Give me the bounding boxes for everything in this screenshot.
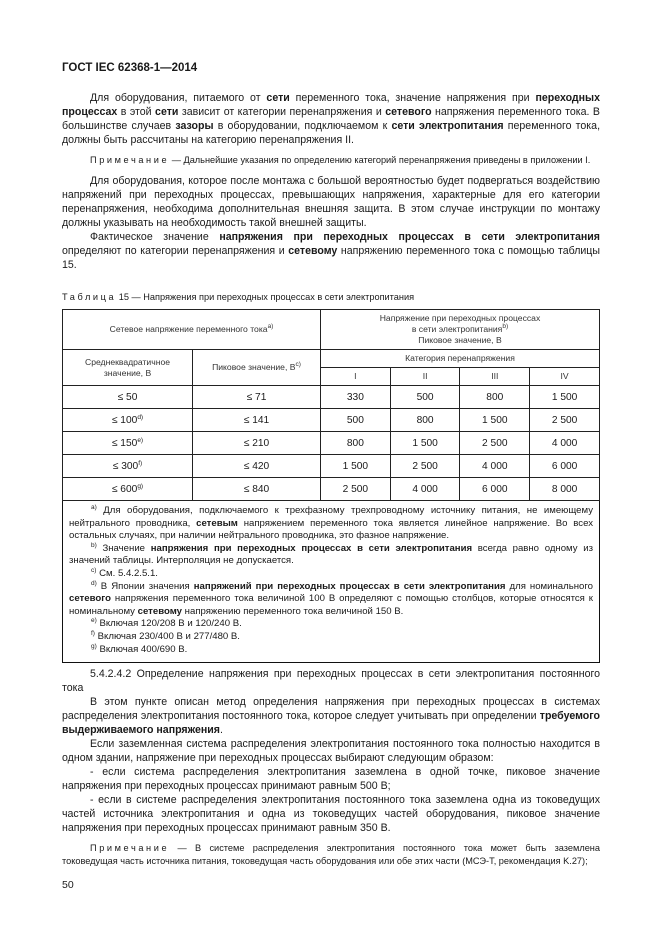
table-row <box>63 455 600 478</box>
rms-cell: ≤ $600^{g)}$ <box>63 478 193 501</box>
paragraph <box>62 793 600 835</box>
transient-value-cell: 4 000 <box>530 432 600 455</box>
page-number: 50 <box>62 879 74 892</box>
table-row <box>63 386 600 409</box>
paragraph-group-1 <box>62 91 600 147</box>
transient-voltage-table <box>62 309 600 501</box>
text-run: В Японии значения <box>96 580 194 592</box>
table-footnotes <box>62 501 600 663</box>
caption-text: 15 — Напряжения при переходных процессах в сети электропитания <box>116 292 415 302</box>
table-caption <box>62 291 600 303</box>
footnote-marker: e) <box>91 617 97 625</box>
text-run: напряжения переменного тока. В большинстве случаев <box>62 106 600 132</box>
note-text: — В системе распределения электропитания постоянного тока может быть заземлена токоведущая часть источника питания, токоведущая часть оборудования или обе этих части (МСЭ-Т, рекомендация K.27); <box>62 843 600 867</box>
text-run: переменного тока, значение напряжения при <box>289 92 536 104</box>
text-run: определяют по категории перенапряжения и <box>62 245 289 257</box>
paragraph <box>62 174 600 230</box>
text-run: сетевого <box>385 106 432 118</box>
transient-value-cell: 800 <box>321 432 391 455</box>
text-run: всегда равно одному из значений таблицы. Интерполяция не допускается. <box>69 542 593 567</box>
transient-value-cell: 500 <box>321 409 391 432</box>
text-run: сетевому <box>288 245 338 257</box>
rms-cell: ≤ $100^{d)}$ <box>63 409 193 432</box>
text-run: Для оборудования, которое после монтажа с большой вероятностью будет подвергаться воздействию напряжений при переходных процессах, превышающих напряжения, характерные для его категории перенапряжения, необходима дополнительная внешняя защита. В этом случае инструкции по монтажу должны указывать на необходимость такой внешней защиты. <box>62 175 600 229</box>
table-row <box>63 478 600 501</box>
peak-cell: ≤ 840 <box>193 478 321 501</box>
text-run: Для оборудования, питаемого от <box>90 92 267 104</box>
category-header: III <box>460 368 530 386</box>
paragraph <box>62 667 600 695</box>
text-run: требуемого выдерживаемого напряжения <box>62 710 600 737</box>
category-header: I <box>321 368 391 386</box>
transient-value-cell: 800 <box>460 386 530 409</box>
category-header: II <box>390 368 460 386</box>
paragraph <box>62 230 600 272</box>
transient-value-cell: 4 000 <box>460 455 530 478</box>
text-run: . <box>219 724 223 737</box>
header-category: Категория перенапряжения <box>321 350 600 368</box>
category-header: IV <box>530 368 600 386</box>
note-text: — Дальнейшие указания по определению категорий перенапряжения приведены в приложении I. <box>169 155 591 165</box>
text-run: напряжению переменного тока с помощью таблицы 15. <box>62 245 600 271</box>
transient-value-cell: 1 500 <box>460 409 530 432</box>
transient-value-cell: 800 <box>390 409 460 432</box>
text-run: Для оборудования, подключаемого к трехфазному трехпроводному источнику питания, не имеющему нейтрального проводника, <box>69 505 593 529</box>
text-run: В этом пункте описан метод определения напряжения при переходных процессах в системах распределения электропитания постоянного тока, которое следует учитывать при определении <box>62 696 600 723</box>
text-run: сети электропитания <box>391 120 504 132</box>
paragraph <box>62 737 600 765</box>
footnote-marker: f) <box>91 629 95 637</box>
header-rms: Среднеквадратичное значение, В <box>63 350 193 386</box>
note-1 <box>62 154 600 167</box>
text-run: сети <box>155 106 179 118</box>
footnote <box>69 631 593 644</box>
paragraph <box>62 765 600 793</box>
footnote <box>69 505 593 543</box>
transient-value-cell: 1 500 <box>530 386 600 409</box>
text-run: Включая 400/690 В. <box>96 643 188 655</box>
footnote <box>69 543 593 568</box>
paragraph <box>62 91 600 147</box>
transient-value-cell: 6 000 <box>530 455 600 478</box>
text-run: Значение <box>96 542 151 554</box>
text-run: в оборудовании, подключаемом к <box>213 120 392 132</box>
peak-cell: ≤ 420 <box>193 455 321 478</box>
text-run: сетевого <box>69 593 111 605</box>
text-run: переменного тока, должны быть рассчитаны на категорию перенапряжения II. <box>62 120 601 146</box>
footnote-marker: c) <box>91 566 97 574</box>
transient-value-cell: 330 <box>321 386 391 409</box>
rms-cell: ≤ 50 <box>63 386 193 409</box>
text-run: См. 5.4.2.5.1. <box>96 567 158 579</box>
transient-value-cell: 2 500 <box>460 432 530 455</box>
text-run: сети <box>266 92 290 104</box>
footnote-marker: a) <box>91 504 97 511</box>
text-run: 5.4.2.4.2 Определение напряжения при переходных процессах в сети электропитания постоянного тока <box>62 668 600 695</box>
table-row <box>63 432 600 455</box>
text-run: зависит от категории перенапряжения и <box>178 106 386 118</box>
rms-cell: ≤ $300^{f)}$ <box>63 455 193 478</box>
text-run: в этой <box>117 106 156 118</box>
transient-value-cell: 2 500 <box>390 455 460 478</box>
transient-value-cell: 4 000 <box>390 478 460 501</box>
header-mains-voltage: Сетевое напряжение переменного тока$^{a)}$ <box>63 310 321 350</box>
table-row <box>63 409 600 432</box>
document-header: ГОСТ IEC 62368-1—2014 <box>62 62 198 74</box>
transient-value-cell: 6 000 <box>460 478 530 501</box>
text-run: сетевому <box>137 605 183 617</box>
text-run: Если заземленная система распределения электропитания постоянного тока полностью находится в одном здании, напряжение при переходных процессах выбирают следующим образом: <box>62 738 600 765</box>
text-run: переходных процессах <box>62 92 600 118</box>
header-transient-voltage: Напряжение при переходных процессах в сети электропитания$^{b)}$ Пиковое значение, В <box>321 310 600 350</box>
peak-cell: ≤ 71 <box>193 386 321 409</box>
text-run: напряжения переменного тока величиной 100 В определяют с помощью столбцов, которые относятся к номинальному <box>69 593 593 617</box>
rms-cell: ≤ $150^{e)}$ <box>63 432 193 455</box>
footnote-marker: b) <box>91 541 97 549</box>
text-run: для номинального <box>505 580 593 592</box>
transient-value-cell: 1 500 <box>321 455 391 478</box>
transient-value-cell: 2 500 <box>321 478 391 501</box>
paragraph-group-3 <box>62 667 600 835</box>
footnote <box>69 644 593 657</box>
transient-value-cell: 2 500 <box>530 409 600 432</box>
peak-cell: ≤ 210 <box>193 432 321 455</box>
text-run: напряжением переменного тока является линейное напряжение. Во всех остальных случаях, при наличии нейтрального проводника, это фазное напряжение. <box>69 517 593 542</box>
text-run: напряжению переменного тока величиной 150 В. <box>182 605 404 617</box>
footnote-marker: d) <box>91 579 97 587</box>
text-run: Включая 120/208 В и 120/240 В. <box>96 618 242 630</box>
footnote <box>69 618 593 631</box>
paragraph <box>62 695 600 737</box>
text-run: напряжения при переходных процессах в сети электропитания <box>150 542 473 554</box>
text-run: напряжения при переходных процессах в сети электропитания <box>219 231 600 243</box>
header-peak: Пиковое значение, $В^{c)}$ <box>193 350 321 386</box>
peak-cell: ≤ 141 <box>193 409 321 432</box>
note-2 <box>62 842 600 868</box>
transient-value-cell: 1 500 <box>390 432 460 455</box>
footnote <box>69 581 593 619</box>
transient-value-cell: 500 <box>390 386 460 409</box>
text-run: Включая 230/400 В и 277/480 В. <box>94 630 240 642</box>
footnote-marker: g) <box>91 642 97 650</box>
text-run: зазоры <box>175 120 214 132</box>
note-label: Примечание <box>90 843 170 854</box>
paragraph-group-2 <box>62 174 600 272</box>
text-run: напряжений при переходных процессах в сети электропитания <box>193 580 506 592</box>
text-run: Фактическое значение <box>90 231 220 243</box>
text-run: - если система распределения электропитания заземлена в одной точке, пиковое значение напряжения при переходных процессах принимают равным 500 В; <box>62 766 600 793</box>
footnote <box>69 568 593 581</box>
caption-label: Таблица <box>62 292 117 302</box>
transient-value-cell: 8 000 <box>530 478 600 501</box>
page-body <box>62 91 600 892</box>
note-label: Примечание <box>90 155 170 165</box>
text-run: - если в системе распределения электропитания постоянного тока заземлена одна из токоведущих частей источника электропитания и одна из токоведущих частей оборудования, пиковое значение напряжения при переходных процессах принимают равным 350 В. <box>62 794 600 835</box>
text-run: сетевым <box>196 517 238 529</box>
